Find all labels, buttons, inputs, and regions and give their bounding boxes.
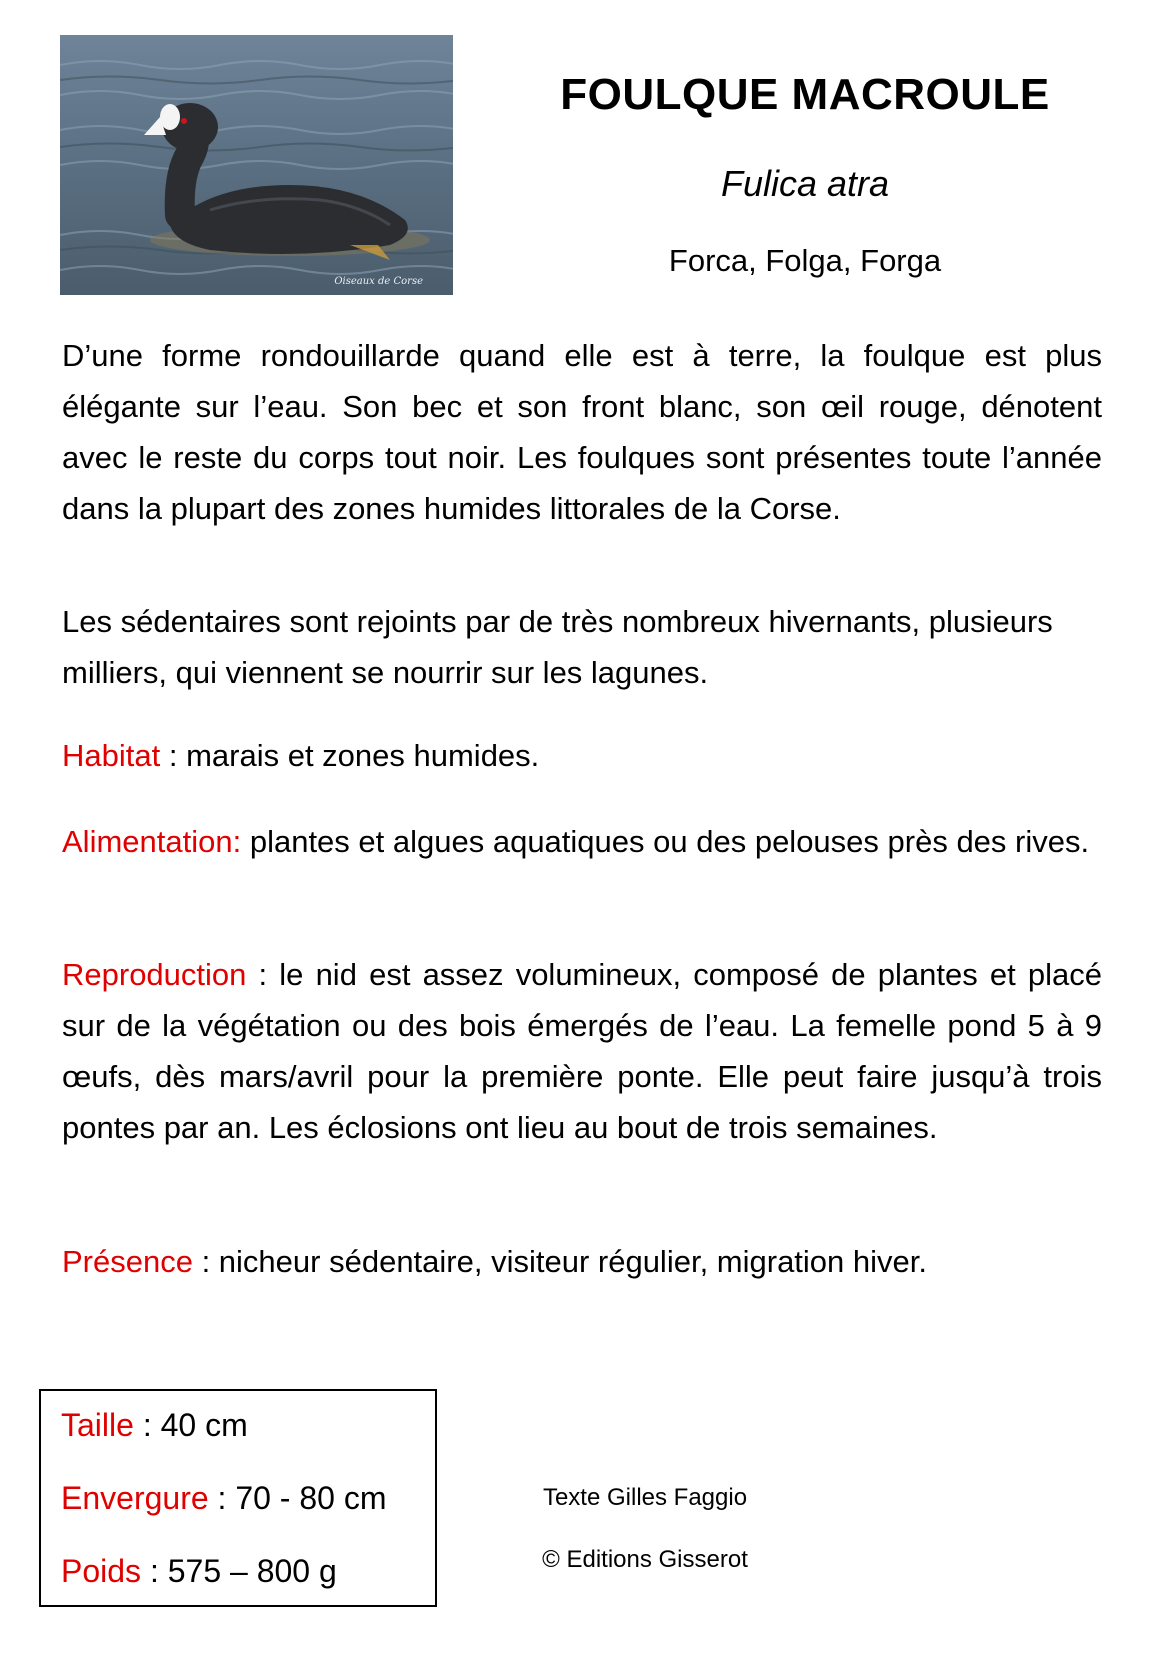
photo-watermark: Oiseaux de Corse (334, 276, 423, 287)
alimentation-label: Alimentation: (62, 824, 242, 859)
coot-illustration (60, 35, 453, 295)
envergure-line (61, 1480, 386, 1517)
envergure-label: Envergure (61, 1480, 209, 1516)
poids-label: Poids (61, 1553, 142, 1589)
reproduction-label: Reproduction (62, 957, 247, 992)
taille-line (61, 1407, 248, 1444)
presence-text: : nicheur sédentaire, visiteur régulier, migration hiver. (192, 1244, 927, 1279)
description-paragraph-1: D’une forme rondouillarde quand elle est à terre, la foulque est plus élégante sur l’eau. Son bec et son front blanc, son œil rouge, dénotent avec le reste du corps tout noir. Les foulques sont présentes toute l’année dans la plupart des zones humides littorales de la Corse. (62, 338, 1102, 526)
habitat-text: : marais et zones humides. (160, 738, 540, 773)
measurements-box (39, 1389, 437, 1607)
author-credit: Texte Gilles Faggio (542, 1484, 748, 1511)
taille-value: : 40 cm (133, 1407, 248, 1443)
publisher-credit: © Editions Gisserot (542, 1546, 748, 1573)
reproduction-section (62, 949, 1102, 1153)
reproduction-text: : le nid est assez volumineux, composé de plantes et placé sur de la végétation ou des bois émergés de l’eau. La femelle pond 5 à 9 œufs, dès mars/avril pour la première ponte. Elle peut faire jusqu’à trois pontes par an. Les éclosions ont lieu au bout de trois semaines. (62, 957, 1102, 1145)
habitat-label: Habitat (62, 738, 161, 773)
poids-value: : 575 – 800 g (141, 1553, 337, 1589)
page-title: FOULQUE MACROULE (560, 70, 1050, 119)
habitat-section (62, 730, 1102, 781)
presence-section (62, 1236, 1102, 1287)
latin-name: Fulica atra (720, 163, 890, 204)
common-names: Forca, Folga, Forga (668, 243, 942, 278)
taille-label: Taille (61, 1407, 134, 1443)
poids-line (61, 1553, 337, 1590)
envergure-value: : 70 - 80 cm (208, 1480, 387, 1516)
alimentation-text: plantes et algues aquatiques ou des pelouses près des rives. (241, 824, 1090, 859)
alimentation-section (62, 816, 1102, 867)
description-paragraph-2: Les sédentaires sont rejoints par de très nombreux hivernants, plusieurs milliers, qui viennent se nourrir sur les lagunes. (62, 604, 1053, 690)
presence-label: Présence (62, 1244, 193, 1279)
bird-photo (60, 35, 453, 295)
